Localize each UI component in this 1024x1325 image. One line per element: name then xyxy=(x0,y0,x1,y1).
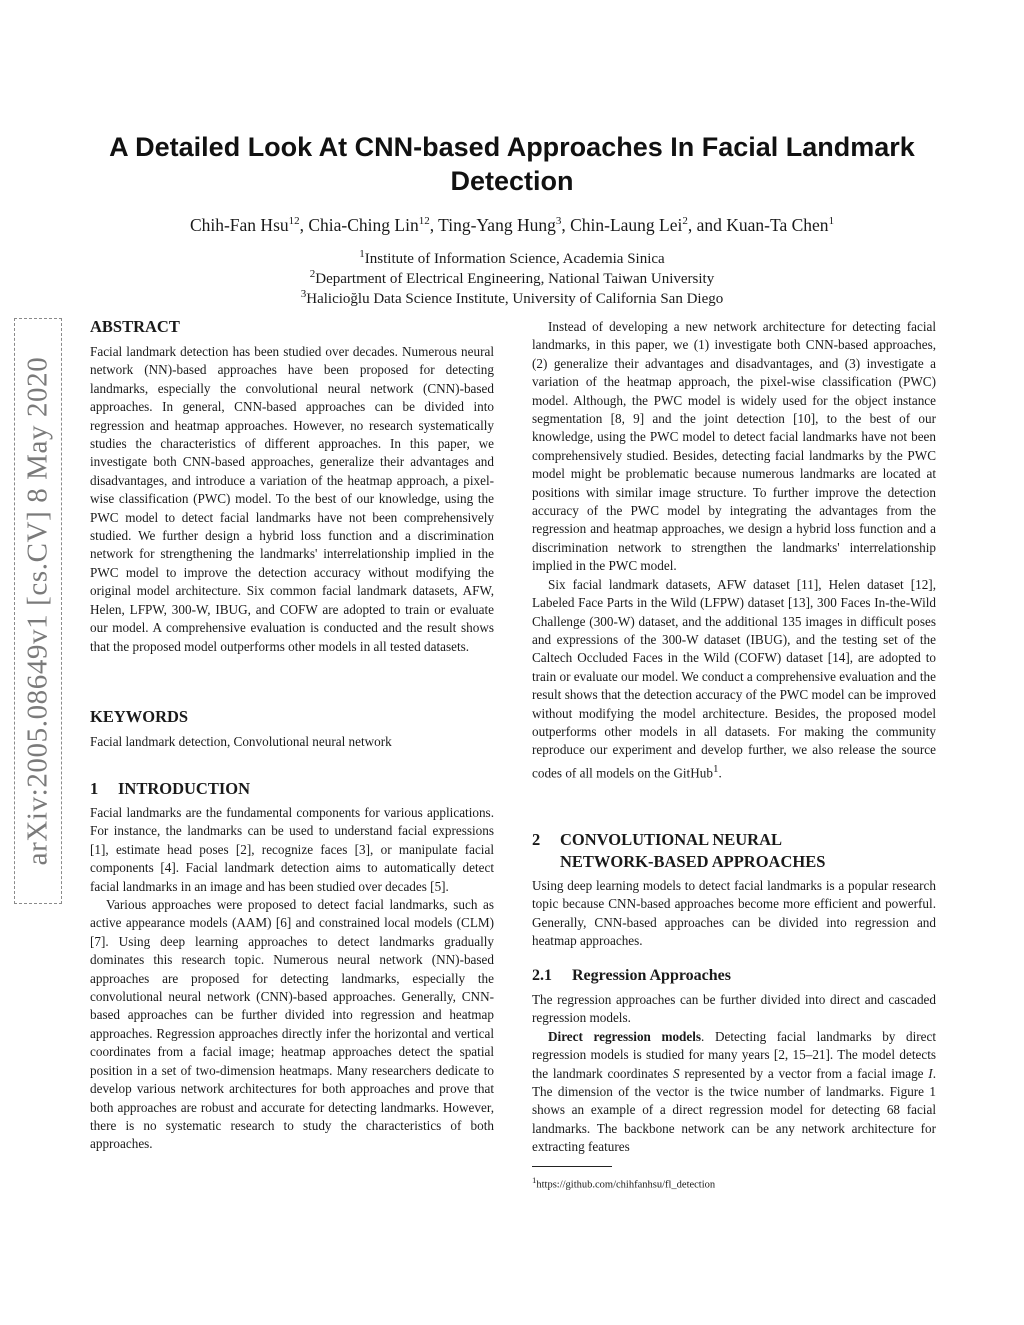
author-separator: , xyxy=(429,214,439,235)
affiliation: $^2$Department of Electrical Engineering, National Taiwan University xyxy=(309,268,715,287)
author: Chin-Laung Lei xyxy=(570,214,683,235)
author: Chih-Fan Hsu xyxy=(189,214,289,235)
author-separator: , and xyxy=(687,214,727,235)
intro-continued xyxy=(532,318,936,783)
author-affil-mark: 3 xyxy=(555,215,562,227)
section-2 xyxy=(532,829,936,951)
author-list xyxy=(60,209,964,237)
paragraph: Facial landmarks are the fundamental components for various applications. For instance, the landmarks can be used to understand facial expressions [1], estimate head poses [2], recognize faces [3], or manipulate facial components [4]. Facial landmark detection aims to automatically detect facial landmarks in an image and has been studied over decades [5]. xyxy=(90,805,494,894)
subsection-heading: 2.1 Regression Approaches xyxy=(532,967,731,984)
author-separator: , xyxy=(561,214,571,235)
arxiv-stamp xyxy=(14,318,62,904)
author-affil-mark: 1 xyxy=(828,215,835,227)
paper-title: A Detailed Look At CNN-based Approaches In Facial Landmark Detection xyxy=(109,132,915,196)
footnote-link[interactable]: https://github.com/chihfanhsu/fl_detection xyxy=(536,1179,716,1191)
footnote-mark: 1 xyxy=(712,762,719,775)
footnote-rule xyxy=(532,1166,612,1167)
author: Chia-Ching Lin xyxy=(308,214,419,235)
affiliation: $^1$Institute of Information Science, Academia Sinica xyxy=(359,248,665,267)
paragraph: Using deep learning models to detect facial landmarks is a popular research topic because CNN-based approaches become more efficient and powerful. Generally, CNN-based approaches can be divided into regression and heatmap approaches. xyxy=(532,878,936,949)
author: Kuan-Ta Chen xyxy=(726,214,829,235)
paragraph: Six facial landmark datasets, AFW dataset [11], Helen dataset [12], Labeled Face Parts in the Wild (LFPW) dataset [13], 300 Faces In-the-Wild Challenge (300-W) dataset, and the additional 135 images in difficult poses and expressions of the 300-W dataset (IBUG), and the testing set of the Caltech Occluded Faces in the Wild (COFW) dataset [14], are adopted to train or evaluate our model. We conduct a comprehensive evaluation and the result shows that the detection accuracy of the PWC model can be improved without modifying the model architecture. Besides, the proposed model outperforms other models in all datasets. For making the community reproduce our experiment and develop further, we also release the source codes of all models on the GitHub$^1$. xyxy=(532,576,936,781)
abstract-text: Facial landmark detection has been studied over decades. Numerous neural network (NN)-based approaches have been proposed for detecting landmarks, especially the convolutional neural network (CNN)-based approaches. In general, CNN-based approaches can be divided into regression and heatmap approaches. However, no research systematically studies the characteristics of different approaches. In this paper, we investigate both CNN-based approaches, generalize their advantages and disadvantages, and introduce a variation of the heatmap approach, a pixel-wise classification (PWC) model. To the best of our knowledge, using the PWC model to detect facial landmarks have not been comprehensively studied. We further design a hybrid loss function and a discrimination network for strengthening the landmarks' interrelationship implied in the PWC model to improve the detection accuracy without modifying the original model architecture. Six common facial landmark datasets, AFW, Helen, LFPW, 300-W, IBUG, and COFW are adopted to train or evaluate our model. A comprehensive evaluation is conducted and the result shows that the proposed model outperforms other models in all tested datasets. xyxy=(90,344,494,654)
footnote: $^1$https://github.com/chihfanhsu/fl_detection xyxy=(532,1175,716,1191)
author-affil-mark: 12 xyxy=(288,215,300,227)
section-heading: 2 CONVOLUTIONAL NEURAL NETWORK-BASED APPROACHES xyxy=(532,830,826,871)
paragraph: The regression approaches can be further divided into direct and cascaded regression models. xyxy=(532,992,936,1026)
keywords-section xyxy=(90,707,494,751)
paragraph: Direct regression models. Detecting facial landmarks by direct regression models is studied for many years [2, 15–21]. The model detects the landmark coordinates S represented by a vector from a facial image I. The dimension of the vector is the twice number of landmarks. Figure 1 shows an example of a direct regression model for detecting 68 facial landmarks. The backbone network can be any network architecture for extracting features xyxy=(532,1028,936,1155)
paragraph: Instead of developing a new network architecture for detecting facial landmarks, in this paper, we (1) investigate both CNN-based approaches, (2) generalize their advantages and disadvantages, and (3) investigate a variation of the heatmap approach, the pixel-wise classification (PWC) model. Although, the PWC model is widely used for the object instance segmentation [8, 9] and the joint detection [10], to the best of our knowledge, using the PWC model to detect facial landmarks have not been comprehensively studied. Besides, detecting facial landmarks by the PWC model might be problematic because numerous landmarks are located at positions with similar image structure. To further improve the detection accuracy of the PWC model by integrating the advantages from the regression and heatmap approaches, we design a hybrid loss function and a discrimination network to strengthen the landmarks' interrelationship implied in the PWC model. xyxy=(532,319,936,574)
author: Ting-Yang Hung xyxy=(438,214,556,235)
arxiv-id: arXiv:2005.08649v1 [cs.CV] 8 May 2020 xyxy=(21,356,54,866)
abstract-section xyxy=(90,317,494,656)
affiliation: $^3$Halicioğlu Data Science Institute, University of California San Diego xyxy=(300,288,724,307)
abstract-heading: ABSTRACT xyxy=(90,317,180,336)
keywords-text: Facial landmark detection, Convolutional neural network xyxy=(90,734,392,749)
author-affil-mark: 2 xyxy=(682,215,688,227)
section-heading: 1 INTRODUCTION xyxy=(90,779,251,798)
section-2-1 xyxy=(532,966,936,1157)
author-affil-mark: 12 xyxy=(418,215,430,227)
introduction-section xyxy=(90,779,494,1154)
keywords-heading: KEYWORDS xyxy=(90,707,189,726)
author-separator: , xyxy=(299,214,309,235)
paragraph: Various approaches were proposed to detect facial landmarks, such as active appearance models (AAM) [6] and constrained local models (CLM) [7]. Using deep learning approaches to detect landmarks gradually dominates this research topic. Numerous neural network (NN)-based approaches are proposed for detecting landmarks, especially the convolutional neural network (CNN)-based approaches. Generally, CNN-based approaches can be further divided into regression and heatmap approaches. Regression approaches directly infer the horizontal and vertical coordinates from a facial image; heatmap approaches detect the spatial position in a set of two-dimension heatmaps. Many researchers dedicate to develop various network architectures for both approaches and prove that both approaches are robust and accurate for detecting landmarks. However, there is no systematic research to study the characteristics of both approaches. xyxy=(90,897,494,1152)
